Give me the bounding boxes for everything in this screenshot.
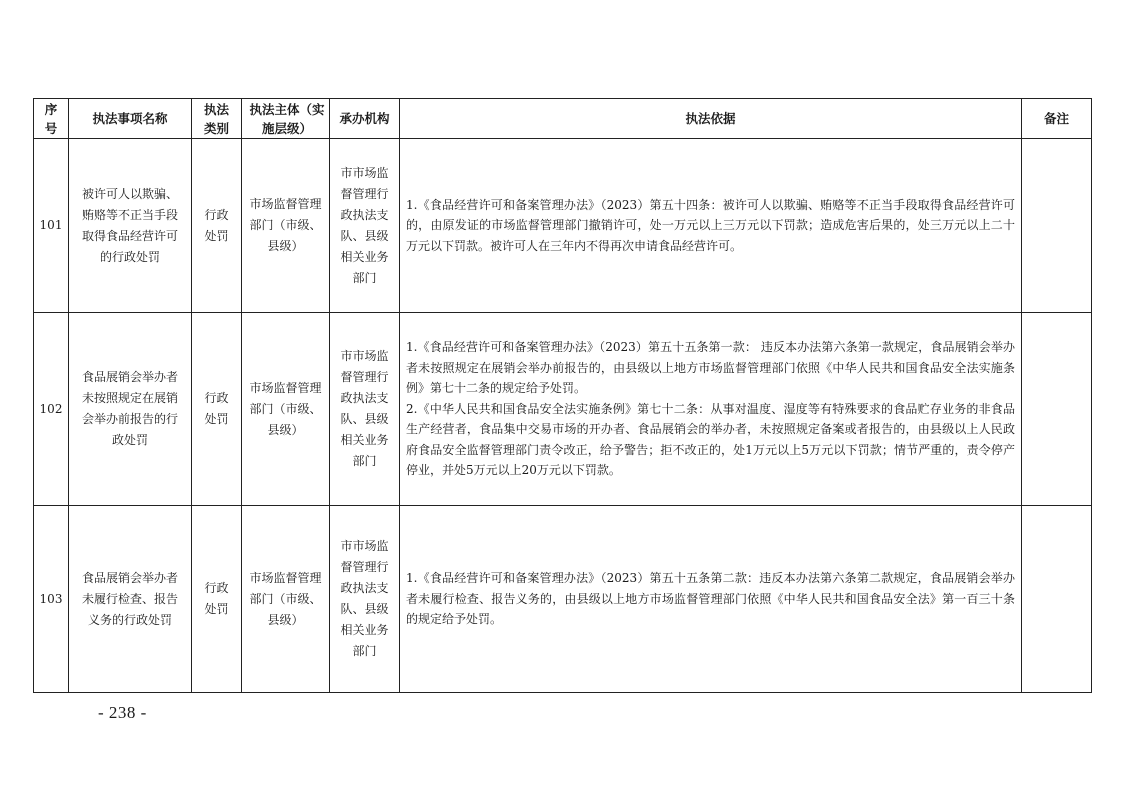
header-subject: 执法主体（实施层级） xyxy=(242,99,330,139)
enforcement-table xyxy=(33,98,1092,693)
header-note: 备注 xyxy=(1022,99,1092,139)
header-seq: 序号 xyxy=(34,99,69,139)
header-org: 承办机构 xyxy=(330,99,400,139)
row-note xyxy=(1022,313,1092,506)
basis-clause: 1.《食品经营许可和备案管理办法》（2023）第五十五条第一款： 违反本办法第六条第一款规定，食品展销会举办者未按照规定在展销会举办前报告的，由县级以上地方市场监督管理部门依照《中华人民共和国食品安全法实施条例》第七十二条的规定给予处罚。 xyxy=(406,340,1015,396)
row-seq: 102 xyxy=(34,313,69,506)
page-number: - 238 - xyxy=(98,703,147,722)
row-name: 食品展销会举办者未履行检查、报告义务的行政处罚 xyxy=(69,506,192,693)
row-seq: 101 xyxy=(34,139,69,313)
row-category: 行政处罚 xyxy=(192,139,242,313)
basis-clause: 1.《食品经营许可和备案管理办法》（2023）第五十五条第二款：违反本办法第六条第二款规定，食品展销会举办者未履行检查、报告义务的，由县级以上地方市场监督管理部门依照《中华人民共和国食品安全法》第一百三十条的规定给予处罚。 xyxy=(406,571,1015,627)
row-note xyxy=(1022,506,1092,693)
row-name: 食品展销会举办者未按照规定在展销会举办前报告的行政处罚 xyxy=(69,313,192,506)
basis-clause: 1.《食品经营许可和备案管理办法》（2023）第五十四条：被许可人以欺骗、贿赂等不正当手段取得食品经营许可的，由原发证的市场监督管理部门撤销许可，处一万元以上三万元以下罚款；造成危害后果的，处三万元以上二十万元以下罚款。被许可人在三年内不得再次申请食品经营许可。 xyxy=(406,197,1015,253)
row-basis xyxy=(400,139,1022,313)
basis-clause: 2.《中华人民共和国食品安全法实施条例》第七十二条：从事对温度、湿度等有特殊要求的食品贮存业务的非食品生产经营者，食品集中交易市场的开办者、食品展销会的举办者，未按照规定备案或者报告的，由县级以上人民政府食品安全监督管理部门责令改正，给予警告；拒不改正的，处1万元以上5万元以下罚款；情节严重的，责令停产停业，并处5万元以上20万元以下罚款。 xyxy=(406,401,1015,478)
row-subject: 市场监督管理部门（市级、县级） xyxy=(242,139,330,313)
row-name: 被许可人以欺骗、贿赂等不正当手段取得食品经营许可的行政处罚 xyxy=(69,139,192,313)
row-note xyxy=(1022,139,1092,313)
header-basis: 执法依据 xyxy=(400,99,1022,139)
table-row xyxy=(34,139,1092,313)
row-category: 行政处罚 xyxy=(192,313,242,506)
row-category: 行政处罚 xyxy=(192,506,242,693)
table-row xyxy=(34,313,1092,506)
row-basis xyxy=(400,313,1022,506)
row-subject: 市场监督管理部门（市级、县级） xyxy=(242,313,330,506)
row-seq: 103 xyxy=(34,506,69,693)
row-org: 市市场监督管理行政执法支队、县级相关业务部门 xyxy=(330,313,400,506)
table-header-row xyxy=(34,99,1092,139)
row-basis xyxy=(400,506,1022,693)
header-category: 执法类别 xyxy=(192,99,242,139)
table-row xyxy=(34,506,1092,693)
header-name: 执法事项名称 xyxy=(69,99,192,139)
row-subject: 市场监督管理部门（市级、县级） xyxy=(242,506,330,693)
row-org: 市市场监督管理行政执法支队、县级相关业务部门 xyxy=(330,506,400,693)
row-org: 市市场监督管理行政执法支队、县级相关业务部门 xyxy=(330,139,400,313)
